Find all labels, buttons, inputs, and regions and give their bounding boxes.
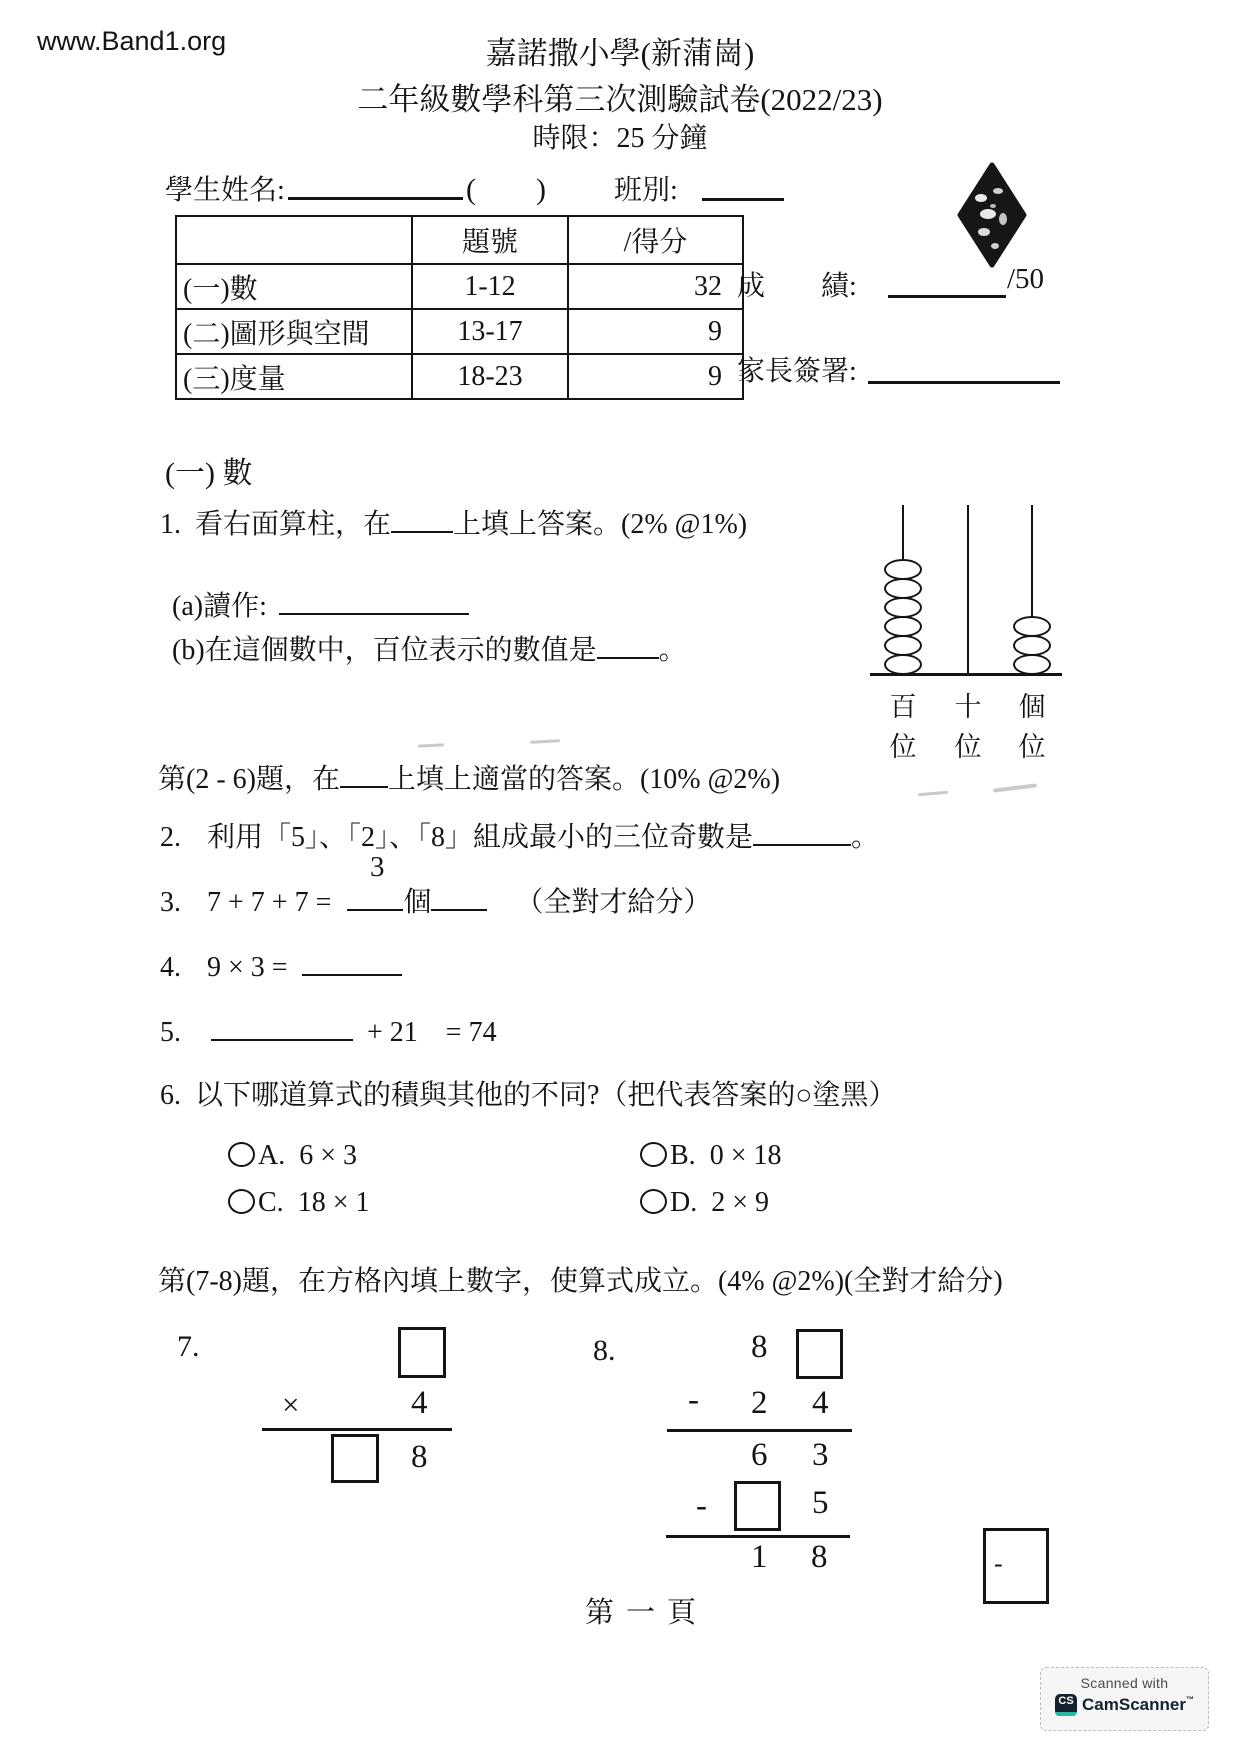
q7-number: 7.	[177, 1330, 200, 1363]
student-name-label: 學生姓名:	[165, 175, 285, 206]
q2-answer-blank[interactable]	[753, 816, 851, 846]
score-cell: 9	[568, 354, 743, 399]
q8-mid-ones: 3	[812, 1437, 829, 1473]
q3-expression: 7 + 7 + 7 =	[207, 887, 332, 918]
inst26-before: 第(2 - 6)題，在	[158, 764, 340, 795]
q3-pencil-mark: 3	[370, 851, 385, 883]
score-cell: 32	[568, 264, 743, 309]
question-6	[160, 1073, 896, 1113]
q7-rule-line	[262, 1428, 452, 1431]
school-name: 嘉諾撒小學(新蒲崗)	[485, 36, 755, 71]
q4-answer-blank[interactable]	[302, 946, 402, 976]
questions-cell: 18-23	[412, 354, 568, 399]
student-name-blank[interactable]	[288, 197, 463, 200]
q8-answer-box-top[interactable]	[796, 1329, 843, 1379]
question-2	[160, 815, 879, 855]
q8-subtrahend-ones: 4	[812, 1385, 829, 1421]
parent-signature-label: 家長簽署:	[737, 356, 857, 387]
abacus-diagram	[860, 500, 1075, 765]
camscanner-logo-icon	[1055, 1694, 1077, 1716]
parent-signature-blank[interactable]	[868, 381, 1060, 384]
tens-label-2: 位	[954, 732, 982, 762]
instruction-2-6	[158, 757, 780, 797]
q1b-text: (b)在這個數中，百位表示的數值是	[172, 635, 597, 666]
seal-stamp-icon	[957, 162, 1027, 268]
scan-artifact	[418, 743, 444, 747]
questions-cell: 1-12	[412, 264, 568, 309]
q1a-label: (a)讀作:	[172, 591, 267, 622]
section-1-title: (一) 數	[165, 457, 253, 490]
q7-answer-box-top[interactable]	[398, 1327, 446, 1378]
score-label: 成 績:	[737, 271, 857, 302]
q1-text-after: 上填上答案。(2% @1%)	[453, 509, 748, 540]
time-limit: 時限：25 分鐘	[532, 123, 708, 154]
score-total: /50	[1007, 263, 1045, 295]
empty-header-cell	[176, 216, 412, 264]
abacus-bead	[884, 635, 922, 656]
camscanner-logo-text: CS	[1058, 1695, 1074, 1707]
score-blank[interactable]	[888, 295, 1006, 298]
q8-minus-sign-1: -	[688, 1382, 699, 1418]
trademark-symbol: ™	[1185, 1695, 1194, 1704]
option-c-expr: 18 × 1	[297, 1187, 370, 1218]
q4-number: 4.	[160, 952, 181, 983]
q1-text-before: 看右面算柱，在	[195, 509, 392, 540]
inst26-blank	[340, 758, 388, 788]
option-a-label: A.	[258, 1140, 286, 1171]
q1-inline-blank[interactable]	[391, 503, 453, 533]
q3-answer-blank-2[interactable]	[431, 881, 487, 911]
q6-option-b	[640, 1140, 781, 1172]
abacus-bead	[1013, 654, 1051, 675]
q8-rule-line-1	[667, 1429, 852, 1432]
q6-number: 6.	[160, 1080, 181, 1111]
q7-answer-box-bottom[interactable]	[331, 1434, 379, 1483]
abacus-bead	[884, 654, 922, 675]
q8-minus-sign-2: -	[696, 1488, 707, 1524]
q5-after-blank: + 21 = 74	[367, 1017, 497, 1048]
q3-unit: 個	[403, 887, 432, 918]
q3-answer-blank-1[interactable]	[347, 881, 403, 911]
q1b-answer-blank[interactable]	[597, 629, 659, 659]
exam-title: 二年級數學科第三次測驗試卷(2022/23)	[357, 82, 883, 117]
q8-mid-tens: 6	[751, 1437, 768, 1473]
ones-label-2: 位	[1018, 732, 1046, 762]
q2-period: 。	[851, 822, 880, 853]
abacus-bead	[884, 578, 922, 599]
class-label: 班別:	[614, 175, 678, 206]
class-blank[interactable]	[702, 198, 784, 201]
abacus-bead	[884, 559, 922, 580]
ones-label: 個	[1018, 692, 1046, 722]
option-d-label: D.	[670, 1187, 698, 1218]
q1b-period: 。	[658, 635, 687, 666]
q8-rule-line-2	[666, 1535, 850, 1538]
q3-number: 3.	[160, 887, 181, 918]
questions-cell: 13-17	[412, 309, 568, 354]
abacus-bead	[1013, 616, 1051, 637]
score-header: /得分	[568, 216, 743, 264]
tens-label: 十	[954, 692, 982, 722]
q8-minuend-tens: 8	[751, 1329, 768, 1365]
option-a-expr: 6 × 3	[299, 1140, 358, 1171]
q7-operator: ×	[282, 1387, 300, 1422]
q8-subtrahend-tens: 2	[751, 1385, 768, 1421]
seat-number-paren: ( )	[466, 173, 546, 206]
camscanner-badge	[1040, 1667, 1209, 1731]
score-cell: 9	[568, 309, 743, 354]
question-3	[160, 880, 711, 920]
option-d-bubble[interactable]	[640, 1189, 667, 1214]
option-c-bubble[interactable]	[228, 1189, 255, 1214]
q5-answer-blank[interactable]	[211, 1011, 353, 1041]
q6-option-a	[228, 1140, 357, 1172]
option-a-bubble[interactable]	[228, 1142, 255, 1167]
option-b-expr: 0 × 18	[709, 1140, 782, 1171]
question-1	[160, 502, 747, 542]
q8-sub2-ones: 5	[812, 1485, 829, 1521]
q6-text: 以下哪道算式的積與其他的不同?（把代表答案的○塗黑）	[195, 1080, 897, 1111]
q2-number: 2.	[160, 822, 181, 853]
table-row	[176, 264, 743, 309]
section-cell: (二)圖形與空間	[176, 309, 412, 354]
option-c-label: C.	[258, 1187, 284, 1218]
q5-number: 5.	[160, 1017, 181, 1048]
q1-number: 1.	[160, 509, 181, 540]
section-cell: (三)度量	[176, 354, 412, 399]
instruction-7-8: 第(7-8)題，在方格內填上數字，使算式成立。(4% @2%)(全對才給分)	[158, 1266, 1003, 1297]
question-1a	[172, 584, 469, 624]
q7-result-digit: 8	[411, 1439, 428, 1475]
table-row	[176, 354, 743, 399]
page-number: 第一頁	[585, 1597, 709, 1629]
option-b-label: B.	[670, 1140, 696, 1171]
hundreds-label-2: 位	[889, 732, 917, 762]
score-table	[175, 215, 744, 400]
abacus-bead	[884, 616, 922, 637]
question-5	[160, 1010, 497, 1050]
q8-answer-box-bottom[interactable]	[734, 1481, 781, 1531]
scan-artifact	[993, 783, 1037, 792]
table-header-row	[176, 216, 743, 264]
stray-answer-box	[983, 1528, 1049, 1604]
q2-text: 利用「5」、「2」、「8」組成最小的三位奇數是	[207, 822, 754, 853]
option-d-expr: 2 × 9	[711, 1187, 770, 1218]
q6-option-d	[640, 1187, 769, 1219]
q6-option-c	[228, 1187, 369, 1219]
question-1b	[172, 628, 687, 668]
inst26-after: 上填上適當的答案。(10% @2%)	[387, 764, 781, 795]
stray-box-mark: -	[994, 1549, 1003, 1578]
scan-artifact	[530, 739, 560, 744]
scan-artifact	[918, 791, 948, 797]
q8-number: 8.	[593, 1334, 616, 1367]
q7-multiplier: 4	[411, 1385, 428, 1421]
abacus-ones-beads	[1011, 618, 1053, 675]
scanned-with-text: Scanned with	[1080, 1675, 1169, 1691]
question-4	[160, 946, 402, 984]
camscanner-name: CamScanner™	[1082, 1695, 1194, 1714]
abacus-bead	[884, 597, 922, 618]
q4-expression: 9 × 3 =	[207, 952, 288, 983]
option-b-bubble[interactable]	[640, 1142, 667, 1167]
hundreds-label: 百	[889, 692, 917, 722]
q1a-answer-blank[interactable]	[279, 585, 469, 615]
q8-result-ones: 8	[811, 1539, 828, 1575]
abacus-hundreds-beads	[882, 561, 924, 675]
section-cell: (一)數	[176, 264, 412, 309]
table-row	[176, 309, 743, 354]
watermark: www.Band1.org	[37, 26, 227, 56]
q3-note: （全對才給分）	[515, 887, 712, 918]
question-number-header: 題號	[412, 216, 568, 264]
abacus-tens-rod	[967, 505, 969, 673]
abacus-bead	[1013, 635, 1051, 656]
q8-result-tens: 1	[751, 1539, 768, 1575]
